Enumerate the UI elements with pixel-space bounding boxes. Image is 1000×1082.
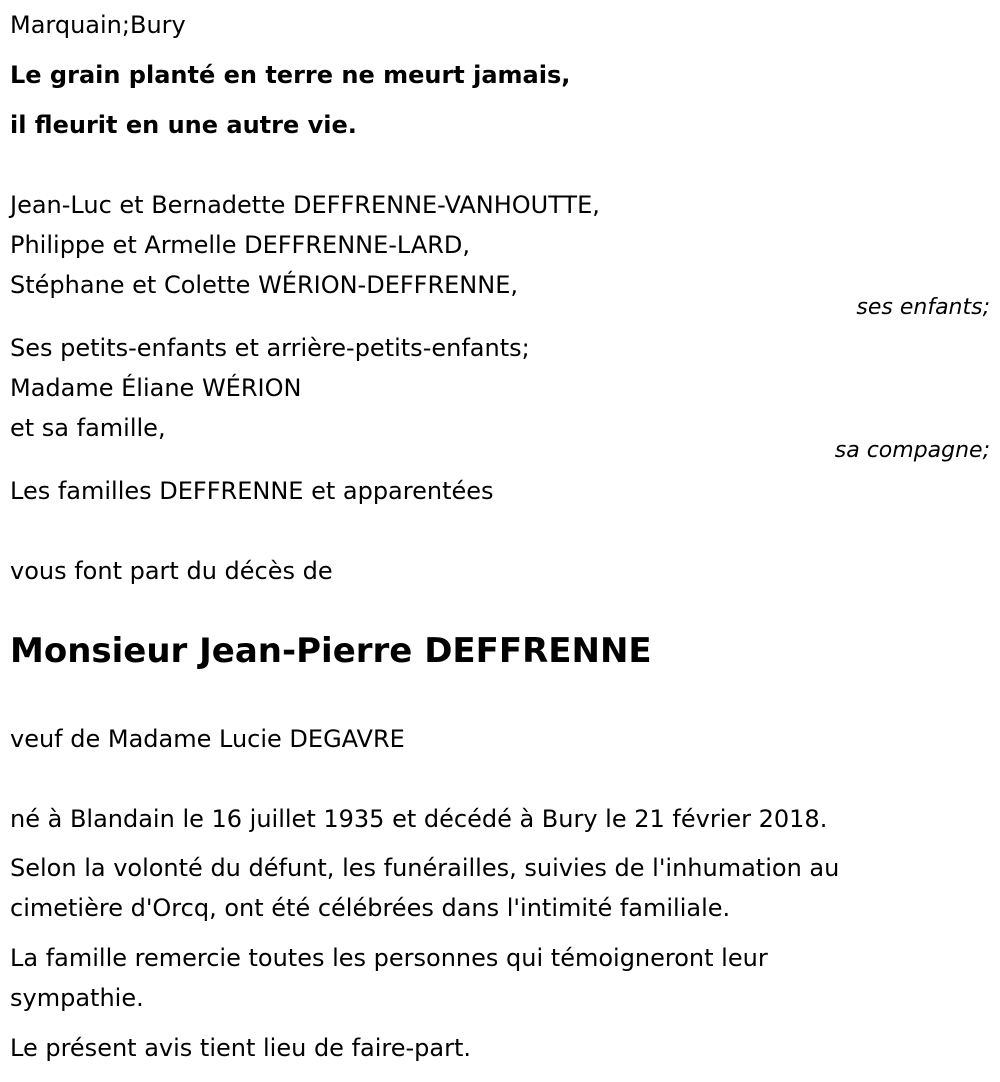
deceased-name: Monsieur Jean-Pierre DEFFRENNE [10,631,652,671]
funeral-line-2: cimetière d'Orcq, ont été célébrées dans l'intimité familiale. [10,894,731,922]
companion-label: sa compagne; [834,438,990,463]
widower-line: veuf de Madame Lucie DEGAVRE [10,725,405,753]
children-line-1: Jean-Luc et Bernadette DEFFRENNE-VANHOUTTE, [10,191,600,219]
epigraph-line-2: il fleurit en une autre vie. [10,111,357,139]
birth-death-line: né à Blandain le 16 juillet 1935 et décédé à Bury le 21 février 2018. [10,805,828,833]
thanks-line-1: La famille remercie toutes les personnes qui témoigneront leur [10,944,768,972]
thanks-line-2: sympathie. [10,984,144,1012]
epigraph-line-1: Le grain planté en terre ne meurt jamais, [10,61,571,89]
family-line-3: et sa famille, [10,414,166,442]
children-label: ses enfants; [856,295,990,320]
family-line-2: Madame Éliane WÉRION [10,374,302,402]
families-line: Les familles DEFFRENNE et apparentées [10,477,494,505]
family-line-1: Ses petits-enfants et arrière-petits-enfants; [10,334,530,362]
children-line-2: Philippe et Armelle DEFFRENNE-LARD, [10,231,471,259]
notice-line: Le présent avis tient lieu de faire-part. [10,1034,472,1062]
funeral-line-1: Selon la volonté du défunt, les funérailles, suivies de l'inhumation au [10,854,840,882]
children-line-3: Stéphane et Colette WÉRION-DEFFRENNE, [10,271,519,299]
place-line: Marquain;Bury [10,11,186,39]
announce-line: vous font part du décès de [10,557,333,585]
